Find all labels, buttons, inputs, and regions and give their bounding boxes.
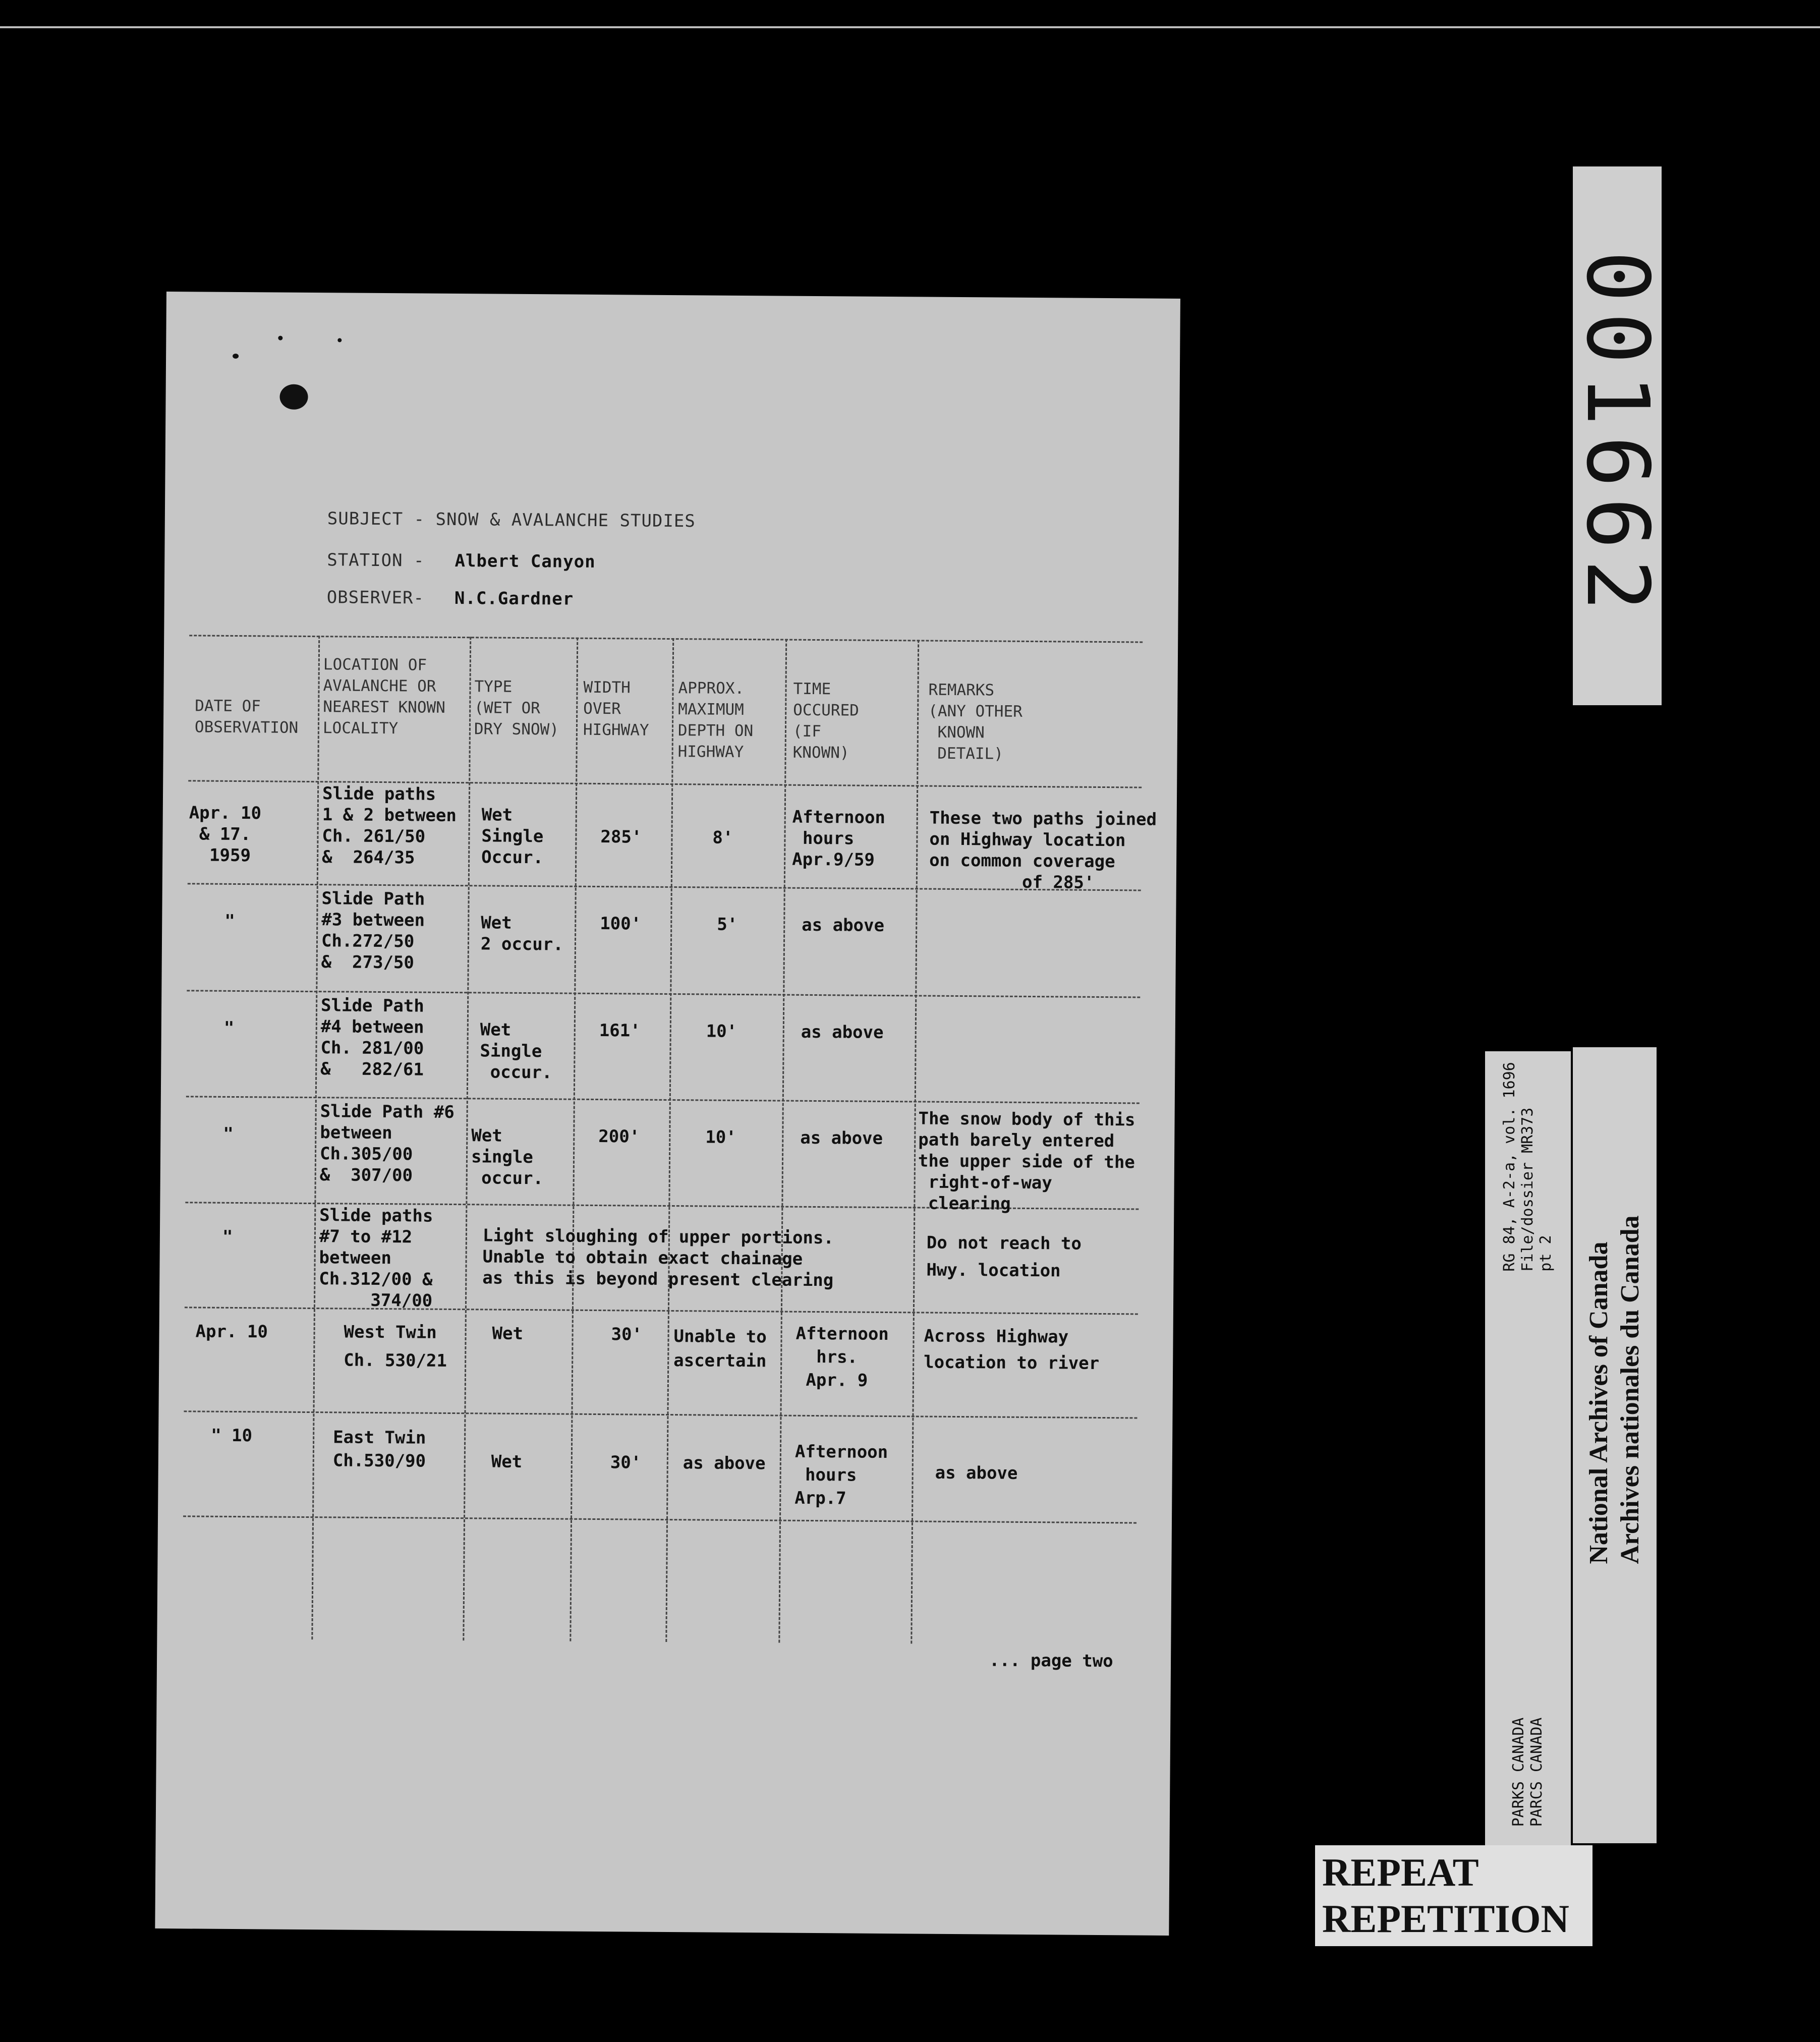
- cell-location: Slide Path #6 between Ch.305/00 & 307/00: [319, 1101, 454, 1186]
- cell-span-note: Light sloughing of upper portions. Unable to obtain exact chainage as this is beyond present clearing: [482, 1225, 834, 1291]
- cell-depth: 8': [712, 827, 733, 848]
- punch-hole: [279, 384, 308, 410]
- cell-type: Wet 2 occur.: [480, 913, 563, 955]
- table-rule: [189, 635, 1143, 643]
- agency-text: [1510, 1718, 1546, 1827]
- cell-depth: as above: [682, 1453, 766, 1474]
- cell-time: as above: [800, 1127, 883, 1149]
- cell-remarks: Across Highway location to river: [924, 1326, 1100, 1374]
- cell-width: 30': [610, 1452, 642, 1473]
- subject-line: SUBJECT - SNOW & AVALANCHE STUDIES: [327, 508, 696, 532]
- cell-time: Afternoon hours Arp.7: [794, 1441, 888, 1509]
- cell-type: Wet Single occur.: [480, 1019, 552, 1083]
- repeat-line: REPEAT: [1322, 1850, 1479, 1894]
- agency-line: PARKS CANADA: [1510, 1717, 1527, 1827]
- frame-number-tag: [1567, 166, 1667, 705]
- table-rule: [184, 1410, 1137, 1419]
- cell-type: Wet single occur.: [471, 1125, 544, 1189]
- repetition-line: REPETITION: [1322, 1897, 1569, 1941]
- cell-location: Slide paths #7 to #12 between Ch.312/00 & 374/00: [318, 1205, 433, 1311]
- cell-date: Apr. 10 & 17. 1959: [189, 803, 262, 866]
- station-value: Albert Canyon: [454, 551, 596, 572]
- cell-date: " 10: [211, 1425, 253, 1446]
- station-label: STATION -: [327, 550, 425, 571]
- observer-label: OBSERVER-: [326, 587, 425, 608]
- cell-width: 200': [598, 1126, 640, 1147]
- column-rule: [665, 638, 674, 1642]
- film-top-line: [0, 26, 1820, 28]
- station-line: [327, 550, 596, 572]
- cell-type: Wet: [491, 1451, 523, 1472]
- cell-depth: Unable to ascertain: [673, 1326, 767, 1372]
- observer-line: [327, 587, 574, 609]
- agency-line: PARCS CANADA: [1528, 1717, 1546, 1827]
- document-page: [155, 292, 1180, 1936]
- reference-text: [1501, 1062, 1555, 1271]
- archives-text: [1583, 1215, 1646, 1564]
- column-rule: [311, 636, 320, 1639]
- cell-location: Slide Path #4 between Ch. 281/00 & 282/61: [320, 995, 424, 1080]
- speck: [278, 336, 282, 341]
- speck: [233, 354, 239, 359]
- column-header-location: LOCATION OF AVALANCHE OR NEAREST KNOWN LOCALITY: [322, 655, 446, 738]
- table-rule: [183, 1515, 1136, 1523]
- observer-value: N.C.Gardner: [454, 588, 574, 609]
- column-rule: [570, 638, 578, 1641]
- cell-location: Slide paths 1 & 2 between Ch. 261/50 & 264/35: [322, 783, 457, 868]
- cell-remarks: as above: [935, 1462, 1018, 1484]
- reference-strip: [1485, 1051, 1571, 1847]
- cell-date: ": [222, 1226, 233, 1247]
- frame-number: 001662: [1567, 250, 1667, 621]
- cell-time: as above: [801, 1022, 884, 1043]
- cell-remarks: The snow body of this path barely entered the upper side of the right-of-way clearing: [918, 1108, 1135, 1214]
- cell-time: Afternoon hours Apr.9/59: [792, 807, 886, 870]
- reference-line: pt 2: [1537, 1235, 1555, 1272]
- cell-date: ": [223, 1017, 235, 1038]
- cell-date: ": [223, 1123, 234, 1144]
- cell-location: West Twin Ch. 530/21: [344, 1322, 447, 1371]
- cell-depth: 5': [717, 914, 738, 935]
- cell-remarks: These two paths joined on Highway location on common coverage of 285': [929, 808, 1157, 893]
- cell-depth: 10': [705, 1127, 736, 1148]
- column-header-width: WIDTH OVER HIGHWAY: [583, 678, 649, 740]
- cell-location: East Twin Ch.530/90: [332, 1427, 426, 1471]
- page-footer: ... page two: [989, 1650, 1113, 1672]
- cell-width: 285': [600, 827, 642, 847]
- cell-type: Wet Single Occur.: [481, 805, 544, 868]
- cell-remarks: Do not reach to Hwy. location: [926, 1232, 1082, 1281]
- cell-time: Afternoon hrs. Apr. 9: [795, 1323, 889, 1391]
- cell-date: Apr. 10: [195, 1321, 268, 1342]
- archives-line: National Archives of Canada: [1584, 1241, 1613, 1564]
- column-header-type: TYPE (WET OR DRY SNOW): [474, 677, 559, 739]
- reference-line: RG 84, A-2-a, vol. 1696: [1501, 1062, 1518, 1272]
- column-rule: [778, 639, 787, 1643]
- archives-strip: [1573, 1047, 1657, 1843]
- cell-date: ": [224, 911, 235, 931]
- repeat-stamp: [1315, 1845, 1592, 1946]
- reference-line: File/dossier MR373: [1519, 1107, 1537, 1272]
- speck: [337, 338, 342, 342]
- cell-time: as above: [802, 915, 885, 936]
- column-header-date: DATE OF OBSERVATION: [194, 697, 299, 737]
- cell-width: 100': [600, 914, 642, 934]
- cell-width: 30': [611, 1324, 643, 1345]
- column-header-depth: APPROX. MAXIMUM DEPTH ON HIGHWAY: [677, 679, 754, 762]
- column-header-remarks: REMARKS (ANY OTHER KNOWN DETAIL): [928, 680, 1022, 763]
- cell-width: 161': [599, 1020, 641, 1041]
- column-rule: [463, 637, 471, 1640]
- cell-depth: 10': [706, 1021, 737, 1042]
- cell-location: Slide Path #3 between Ch.272/50 & 273/50: [321, 888, 425, 973]
- cell-type: Wet: [492, 1323, 524, 1344]
- archives-line: Archives nationales du Canada: [1616, 1215, 1644, 1564]
- column-header-time: TIME OCCURED (IF KNOWN): [792, 679, 860, 762]
